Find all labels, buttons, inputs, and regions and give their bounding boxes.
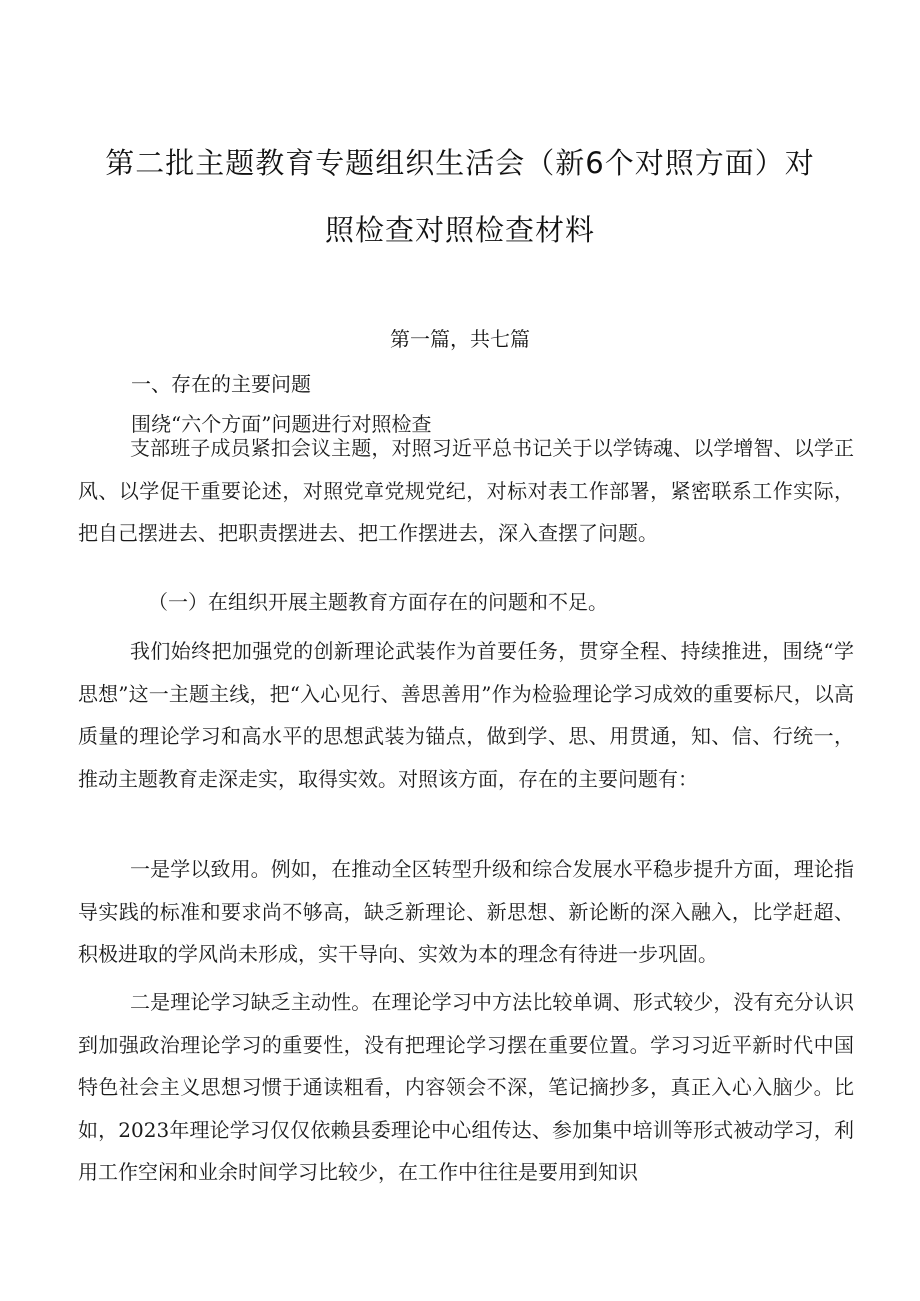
- document-title-line-2: 照检查对照检查材料: [324, 213, 595, 247]
- paragraph-intro: 围绕“六个方面”问题进行对照检查: [131, 412, 432, 436]
- paragraph-issue-two: 二是理论学习缺乏主动性。在理论学习中方法比较单调、形式较少，没有充分认识到加强政治理论学习的重要性，没有把理论学习摆在重要位置。学习习近平新时代中国特色社会主义思想习惯于通读粗看，内容领会不深，笔记摘抄多，真正入心入脑少。比如，2023年理论学习仅仅依赖县委理论中心组传达、参加集中培训等形式被动学习，利用工作空闲和业余时间学习比较少，在工作中往往是要用到知识: [78, 990, 854, 1184]
- document-subtitle: 第一篇，共七篇: [390, 327, 530, 351]
- subsection-heading: （一）在组织开展主题教育方面存在的问题和不足。: [148, 590, 608, 614]
- paragraph-overview: 支部班子成员紧扣会议主题，对照习近平总书记关于以学铸魂、以学增智、以学正风、以学促干重要论述，对照党章党规党纪，对标对表工作部署，紧密联系工作实际，把自己摆进去、把职责摆进去、把工作摆进去，深入查摆了问题。: [78, 436, 854, 545]
- paragraph-issue-one: 一是学以致用。例如，在推动全区转型升级和综合发展水平稳步提升方面，理论指导实践的标准和要求尚不够高，缺乏新理论、新思想、新论断的深入融入，比学赶超、积极进取的学风尚未形成，实干导向、实效为本的理念有待进一步巩固。: [78, 857, 854, 966]
- section-heading: 一、存在的主要问题: [131, 372, 311, 396]
- document-title-line-1: 第二批主题教育专题组织生活会（新6个对照方面）对: [105, 146, 815, 180]
- paragraph-context: 我们始终把加强党的创新理论武装作为首要任务，贯穿全程、持续推进，围绕“学思想”这一主题主线，把“入心见行、善思善用”作为检验理论学习成效的重要标尺，以高质量的理论学习和高水平的思想武装为锚点，做到学、思、用贯通，知、信、行统一，推动主题教育走深走实，取得实效。对照该方面，存在的主要问题有：: [78, 639, 854, 791]
